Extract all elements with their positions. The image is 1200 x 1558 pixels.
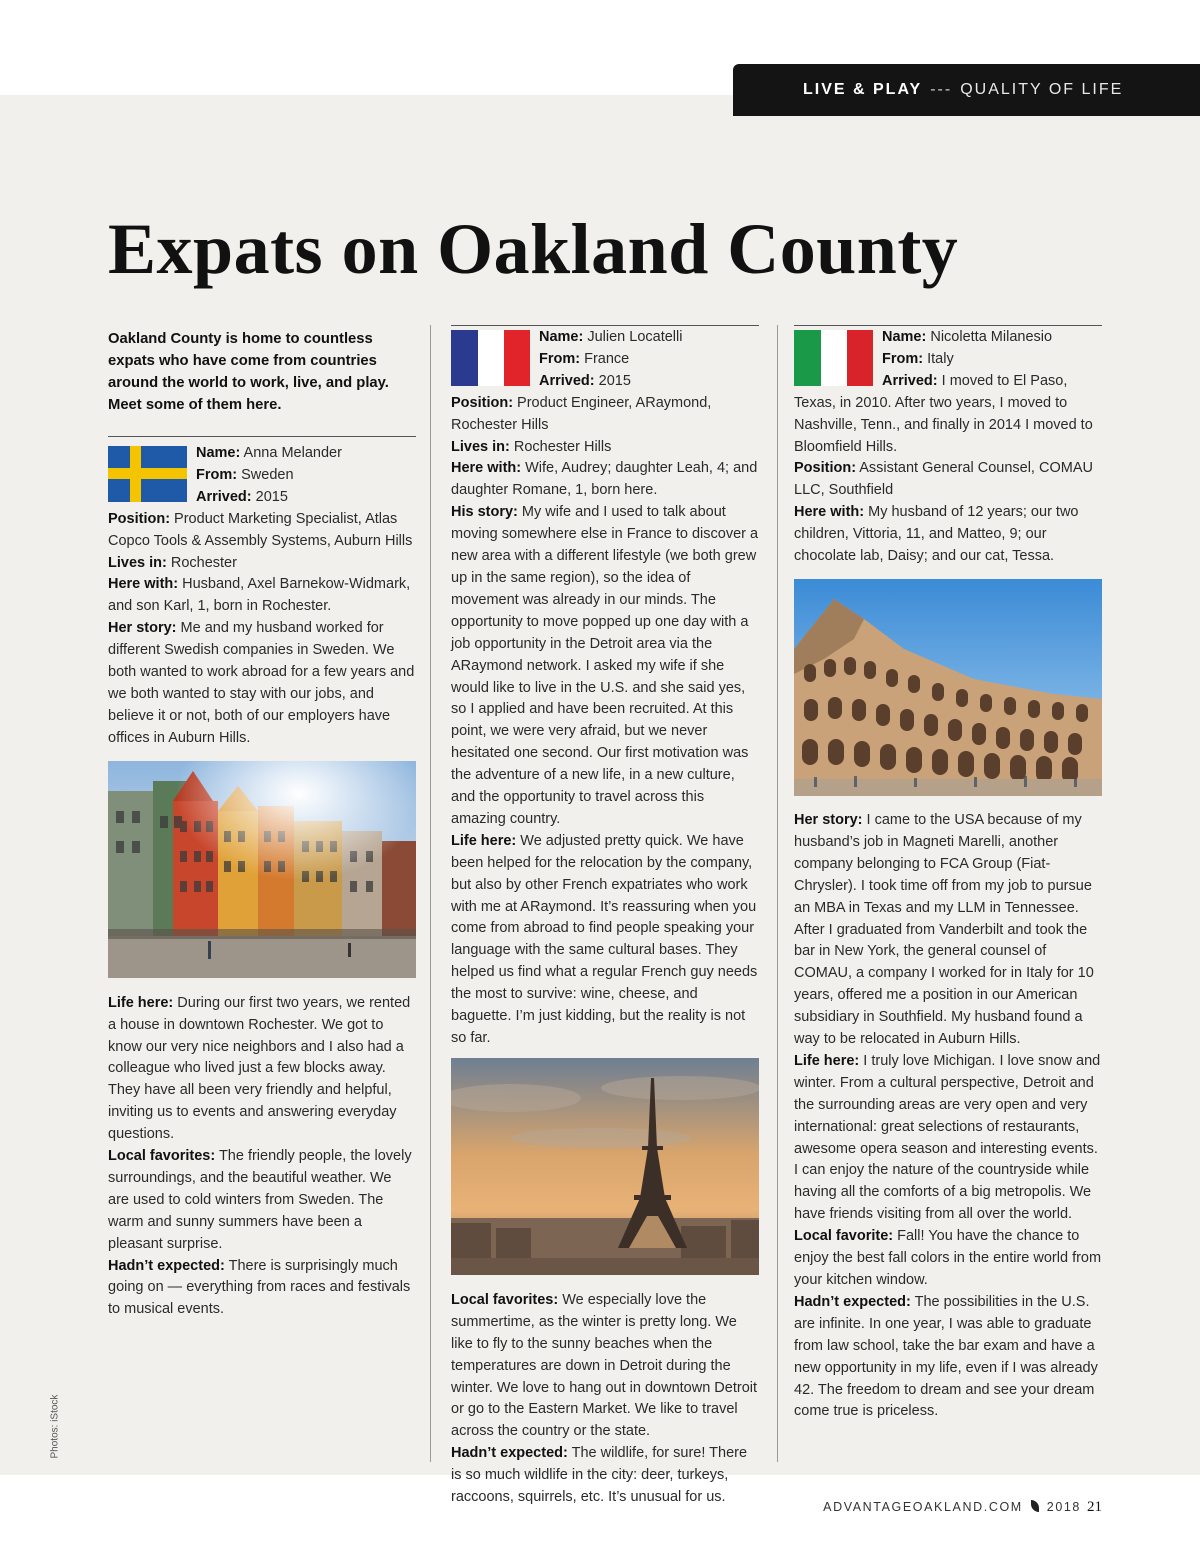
profile-basics [196, 443, 342, 509]
favorites-paragraph: Local favorites: The friendly people, the lovely surroundings, and the beautiful weather. We are used to cold winters from Sweden. The warm and sunny summers have been a pleasant surprise. [108, 1148, 412, 1252]
favorites-paragraph: Local favorites: We especially love the summertime, as the winter is pretty long. We like to fly to the sunny beaches when the temperatures are down in Detroit during the winter. We love to hang out in downtown Detroit or go to the Eastern Market. We like to travel across the country or the state. [451, 1291, 758, 1440]
story-paragraph: His story: My wife and I used to talk about moving somewhere else in France to discover a new area with a different lifestyle (we both grew up in the same region), so the idea of movement was already in our minds. The opportunity to move popped up one day with a job opportunity in the Detroit area via the ARaymond network. I asked my wife if she would like to live in the U.S. and she said yes, so I applied and have been recruited. At this point, we were very afraid, but we never hesitated one second. Our first motivation was the adventure of a new life, in a new culture, and the opportunity to travel across this amazing country. [451, 504, 759, 827]
arrived-line: Arrived: I moved to El Paso, [882, 372, 1068, 389]
name-line: Name: Nicoletta Milanesio [882, 329, 1053, 345]
life-here-paragraph: Life here: I truly love Michigan. I love snow and winter. From a cultural perspective, Detroit and the surrounding areas are very open and very international: great selections of restaurants, awesome opera season and interesting events. I can enjoy the nature of the countryside while having all the comforts of a big metropolis. We have friends visiting from all over the world. [794, 1052, 1101, 1223]
profile-basics [539, 327, 682, 393]
here-with-line: Here with: My husband of 12 years; our two children, Vittoria, 11, and Matteo, 9; our chocolate lab, Daisy; and our cat, Tessa. [794, 504, 1079, 565]
life-here-paragraph: Life here: During our first two years, we rented a house in downtown Rochester. We got to know our very nice neighbors and I also had a colleague who lived just a few blocks away. They have all been very friendly and helpful, inviting us to events and answering everyday questions. [108, 994, 411, 1143]
sweden-flag-icon [108, 446, 187, 502]
arrived-line: Arrived: 2015 [196, 488, 288, 505]
divider [108, 436, 416, 437]
here-with-line: Here with: Wife, Audrey; daughter Leah, 4; and daughter Romane, 1, born here. [451, 460, 758, 499]
position-line: Position: Product Marketing Specialist, Atlas Copco Tools & Assembly Systems, Auburn Hills [108, 510, 413, 549]
name-line: Name: Anna Melander [196, 445, 342, 461]
from-line: From: France [539, 350, 630, 367]
page-title: Expats on Oakland County [108, 209, 959, 289]
footer-site: ADVANTAGEOAKLAND.COM [823, 1500, 1023, 1514]
section-header-tab [733, 64, 1200, 116]
here-with-line: Here with: Husband, Axel Barnekow-Widmark, and son Karl, 1, born in Rochester. [108, 576, 411, 615]
paris-photo [451, 1058, 759, 1275]
profile-column-sweden [108, 325, 416, 1321]
story-paragraph: Her story: Me and my husband worked for different Swedish companies in Sweden. We both wanted to work abroad for a few years and we both wanted to stay with our jobs, and believe it or not, both of our employers have offices in Auburn Hills. [108, 620, 415, 746]
italy-flag-icon [794, 330, 873, 386]
position-line: Position: Product Engineer, ARaymond, Rochester Hills [451, 394, 712, 433]
unexpected-paragraph: Hadn’t expected: There is surprisingly much going on — everything from races and festivals to musical events. [108, 1257, 411, 1318]
lives-line: Lives in: Rochester [108, 554, 237, 571]
photo-credit: Photos: iStock [49, 1394, 61, 1459]
name-line: Name: Julien Locatelli [539, 329, 683, 345]
colosseum-photo [794, 579, 1102, 796]
page-footer [823, 1499, 1102, 1516]
from-line: From: Sweden [196, 466, 294, 483]
profile-header [108, 443, 416, 509]
profile-basics [882, 327, 1067, 393]
section-separator: --- [930, 81, 953, 98]
page-number: 21 [1087, 1499, 1102, 1515]
life-here-paragraph: Life here: We adjusted pretty quick. We have been helped for the relocation by the company, but also by other French expatriates who work with me at ARaymond. It’s reassuring when you come from abroad to find people speaking your language with the same cultural bases. They helped us find what a regular French guy needs the most to survive: wine, cheese, and baguette. I’m just kidding, but the reality is not so far. [451, 832, 758, 1046]
profile-header [451, 327, 759, 393]
arrived-continuation: Texas, in 2010. After two years, I moved to Nashville, Tenn., and finally in 2014 I moved to Bloomfield Hills. [794, 394, 1093, 455]
stockholm-photo [108, 761, 416, 978]
section-label: LIVE & PLAY [803, 81, 923, 98]
unexpected-paragraph: Hadn’t expected: The possibilities in the U.S. are infinite. In one year, I was able to graduate from law school, take the bar exam and have a new opportunity in my life, even if I was already 42. The freedom to dream and see your dream come true is priceless. [794, 1293, 1098, 1420]
column-divider [430, 325, 431, 1462]
profile-column-italy [794, 325, 1102, 1423]
position-line: Position: Assistant General Counsel, COMAU LLC, Southfield [794, 460, 1093, 499]
section-sublabel: QUALITY OF LIFE [960, 81, 1124, 98]
unexpected-paragraph: Hadn’t expected: The wildlife, for sure! There is so much wildlife in the city: deer, turkeys, raccoons, squirrels, etc. It’s unusual for us. [451, 1445, 748, 1506]
column-divider [777, 325, 778, 1462]
leaf-icon [1031, 1500, 1039, 1512]
profile-header [794, 327, 1102, 393]
story-paragraph: Her story: I came to the USA because of my husband’s job in Magneti Marelli, another company belonging to FCA Group (Fiat-Chrysler). I took time off from my job to pursue an MBA in Texas and my LLM in Tennessee. After I graduated from Vanderbilt and took the bar in New York, the general counsel of COMAU, a company I worked for in Italy for 10 years, offered me a position in our American subsidiary in Southfield. My husband found a way to be relocated in Auburn Hills. [794, 811, 1094, 1048]
footer-year: 2018 [1046, 1500, 1081, 1514]
lives-line: Lives in: Rochester Hills [451, 438, 612, 455]
arrived-line: Arrived: 2015 [539, 372, 631, 389]
profile-column-france [451, 325, 759, 1509]
divider [794, 325, 1102, 326]
intro-text: Oakland County is home to countless expats who have come from countries around the world to work, live, and play. Meet some of them here. [108, 331, 389, 413]
favorites-paragraph: Local favorite: Fall! You have the chance to enjoy the best fall colors in the entire world from your kitchen window. [794, 1228, 1102, 1288]
from-line: From: Italy [882, 350, 954, 367]
divider [451, 325, 759, 326]
france-flag-icon [451, 330, 530, 386]
